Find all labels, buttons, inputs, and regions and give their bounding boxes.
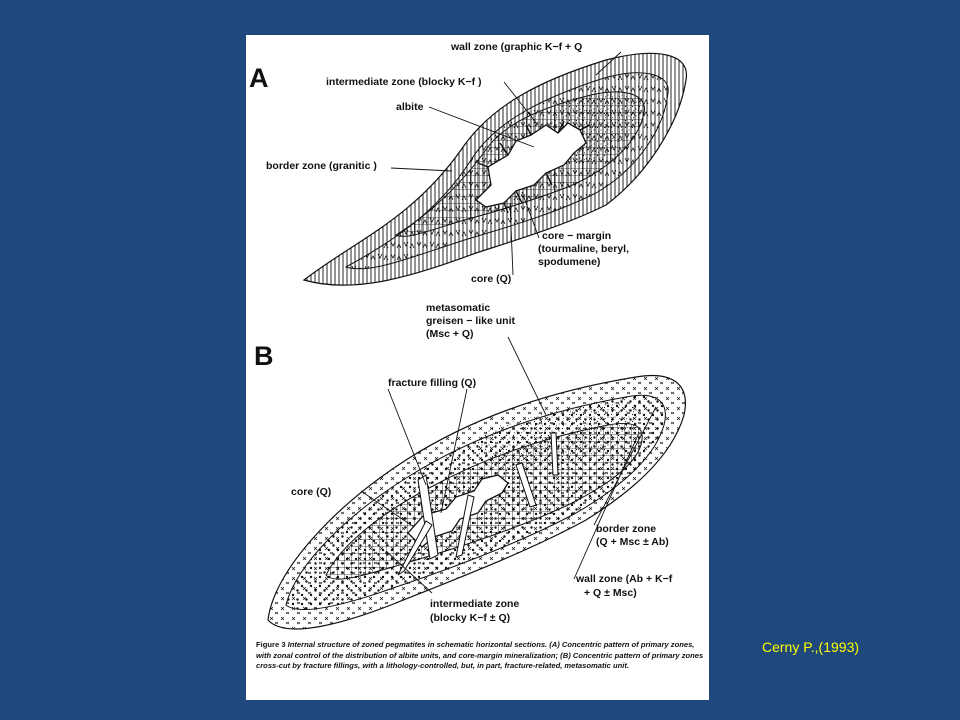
citation: Cerny P.,(1993)	[762, 639, 860, 655]
label-b-greisen-unit: greisen − like unit	[426, 315, 515, 327]
label-a-core-margin: core − margin	[542, 230, 612, 242]
label-a-core-margin-minerals: (tourmaline, beryl,	[538, 243, 630, 255]
label-b-border-zone-minerals: (Q + Msc ± Ab)	[596, 536, 669, 548]
label-b-greisen-minerals: (Msc + Q)	[426, 328, 474, 340]
label-a-border-zone: border zone (granitic )	[266, 160, 377, 172]
figure-caption	[256, 640, 704, 672]
label-b-fracture-filling: fracture filling (Q)	[388, 377, 477, 389]
label-b-intermediate-zone-minerals: (blocky K−f ± Q)	[430, 612, 511, 624]
label-b-greisen: metasomatic	[426, 302, 491, 314]
label-b-wall-zone-minerals: + Q ± Msc)	[584, 587, 637, 599]
pegmatite-zoning-diagram	[246, 35, 709, 635]
label-b-intermediate-zone: intermediate zone	[430, 598, 520, 610]
figure-label: Figure 3	[256, 640, 286, 649]
label-a-core: core (Q)	[471, 273, 512, 285]
label-a-intermediate-zone: intermediate zone (blocky K−f )	[326, 76, 482, 88]
caption-text: Internal structure of zoned pegmatites in schematic horizontal sections. (A) Concentric pattern of primary zones, with zonal control of the distribution of albite units, and core-margin mineralization; (B) Concentric pattern of primary zones cross-cut by fracture fillings, with a lithology-controlled, but, in part, fracture-related, metasomatic unit.	[256, 640, 704, 671]
label-b-core: core (Q)	[291, 486, 332, 498]
panel-b-letter: B	[254, 341, 274, 371]
figure-panel	[246, 35, 709, 700]
panel-a-letter: A	[249, 63, 269, 93]
label-a-core-margin-spodumene: spodumene)	[538, 256, 601, 268]
label-b-wall-zone: wall zone (Ab + K−f	[576, 573, 673, 585]
label-a-albite: albite	[396, 101, 424, 113]
label-b-border-zone: border zone	[596, 523, 657, 535]
label-a-wall-zone: wall zone (graphic K−f + Q	[451, 41, 583, 53]
